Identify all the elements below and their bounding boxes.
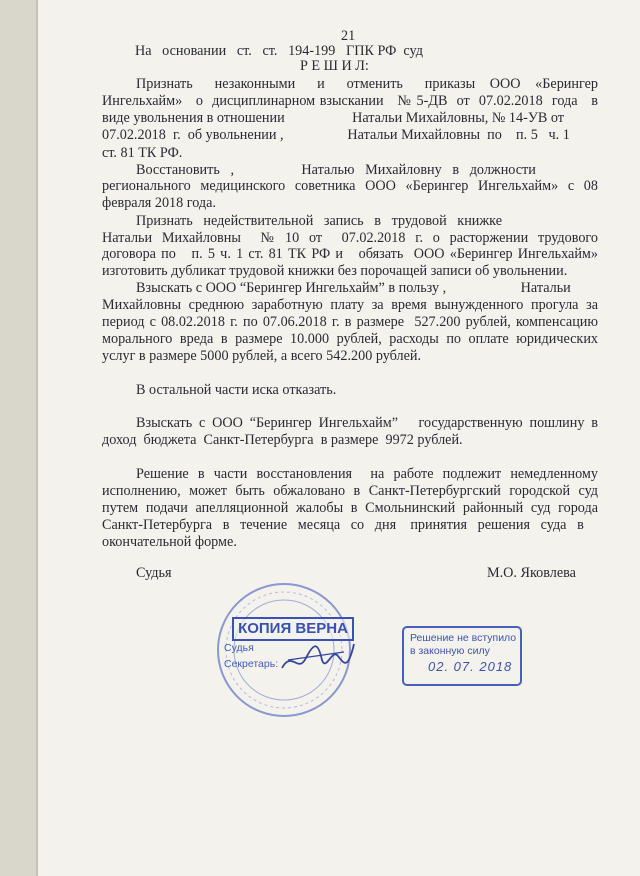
stamp-status-line1: Решение не вступило: [410, 632, 517, 644]
para4-line2: Михайловны среднюю заработную плату за время вынужденного прогула за: [102, 297, 598, 313]
para1-line3: виде увольнения в отношении Натальи Михайловны, № 14-УВ от: [102, 110, 564, 126]
para1-line5: ст. 81 ТК РФ.: [102, 145, 183, 161]
para1-line4: 07.02.2018 г. об увольнении , Натальи Михайловны по п. 5 ч. 1: [102, 127, 570, 143]
para2-line2: регионального медицинского советника ООО «Берингер Ингельхайм» с 08: [102, 178, 598, 194]
para4-line5: услуг в размере 5000 рублей, а всего 542.200 рублей.: [102, 348, 422, 364]
handwritten-signature: [278, 630, 358, 680]
para3-line3: договора по п. 5 ч. 1 ст. 81 ТК РФ и обязать ООО «Берингер Ингельхайм»: [102, 246, 598, 262]
para6-line1: Взыскать с ООО “Берингер Ингельхайм” государственную пошлину в: [136, 415, 598, 431]
para3-line2: Натальи Михайловны № 10 от 07.02.2018 г. о расторжении трудового: [102, 230, 598, 246]
judge-role: Судья: [136, 565, 172, 581]
para4-line4: морального вреда в размере 10.000 рублей, расходы по оплате юридических: [102, 331, 598, 347]
para7-line3: путем подачи апелляционной жалобы в Смольнинский районный суд города: [102, 500, 598, 516]
para6-line2: доход бюджета Санкт-Петербурга в размере 9972 рублей.: [102, 432, 463, 448]
para1-line2: Ингельхайм» о дисциплинарном взыскании № 5-ДВ от 07.02.2018 года в: [102, 93, 598, 109]
stamp-secretary-label: Секретарь:: [224, 658, 279, 670]
para4-line3: период с 08.02.2018 г. по 07.06.2018 г. в размере 527.200 рублей, компенсацию: [102, 314, 598, 330]
para3-line1: Признать недействительной запись в трудовой книжке: [136, 213, 503, 229]
page-number: 21: [341, 28, 356, 44]
copy-certified-stamp: КОПИЯ ВЕРНА: [232, 617, 354, 641]
para7-line2: исполнению, может быть обжаловано в Санкт-Петербургский городской суд: [102, 483, 598, 499]
para3-line4: изготовить дубликат трудовой книжки без порочащей записи об увольнении.: [102, 263, 568, 279]
stamp-judge-label: Судья: [224, 642, 254, 654]
decision-heading: Р Е Ш И Л:: [300, 58, 369, 74]
para4-line1: Взыскать с ООО “Берингер Ингельхайм” в пользу , Натальи: [136, 280, 571, 296]
para7-line1: Решение в части восстановления на работе подлежит немедленному: [136, 466, 598, 482]
stamp-status-line2: в законную силу: [410, 645, 490, 657]
para2-line3: февраля 2018 года.: [102, 195, 216, 211]
not-in-force-stamp: [402, 626, 522, 686]
stamp-status-date: 02. 07. 2018: [428, 659, 513, 674]
para7-line4: Санкт-Петербурга в течение месяца со дня принятия решения суда в: [102, 517, 584, 533]
judge-name: М.О. Яковлева: [487, 565, 576, 581]
para2-line1: Восстановить , Наталью Михайловну в должности: [136, 162, 536, 178]
para1-line1: Признать незаконными и отменить приказы ООО «Берингер: [136, 76, 598, 92]
preamble: На основании ст. ст. 194-199 ГПК РФ суд: [135, 43, 423, 59]
para5-line1: В остальной части иска отказать.: [136, 382, 337, 398]
para7-line5: окончательной форме.: [102, 534, 237, 550]
